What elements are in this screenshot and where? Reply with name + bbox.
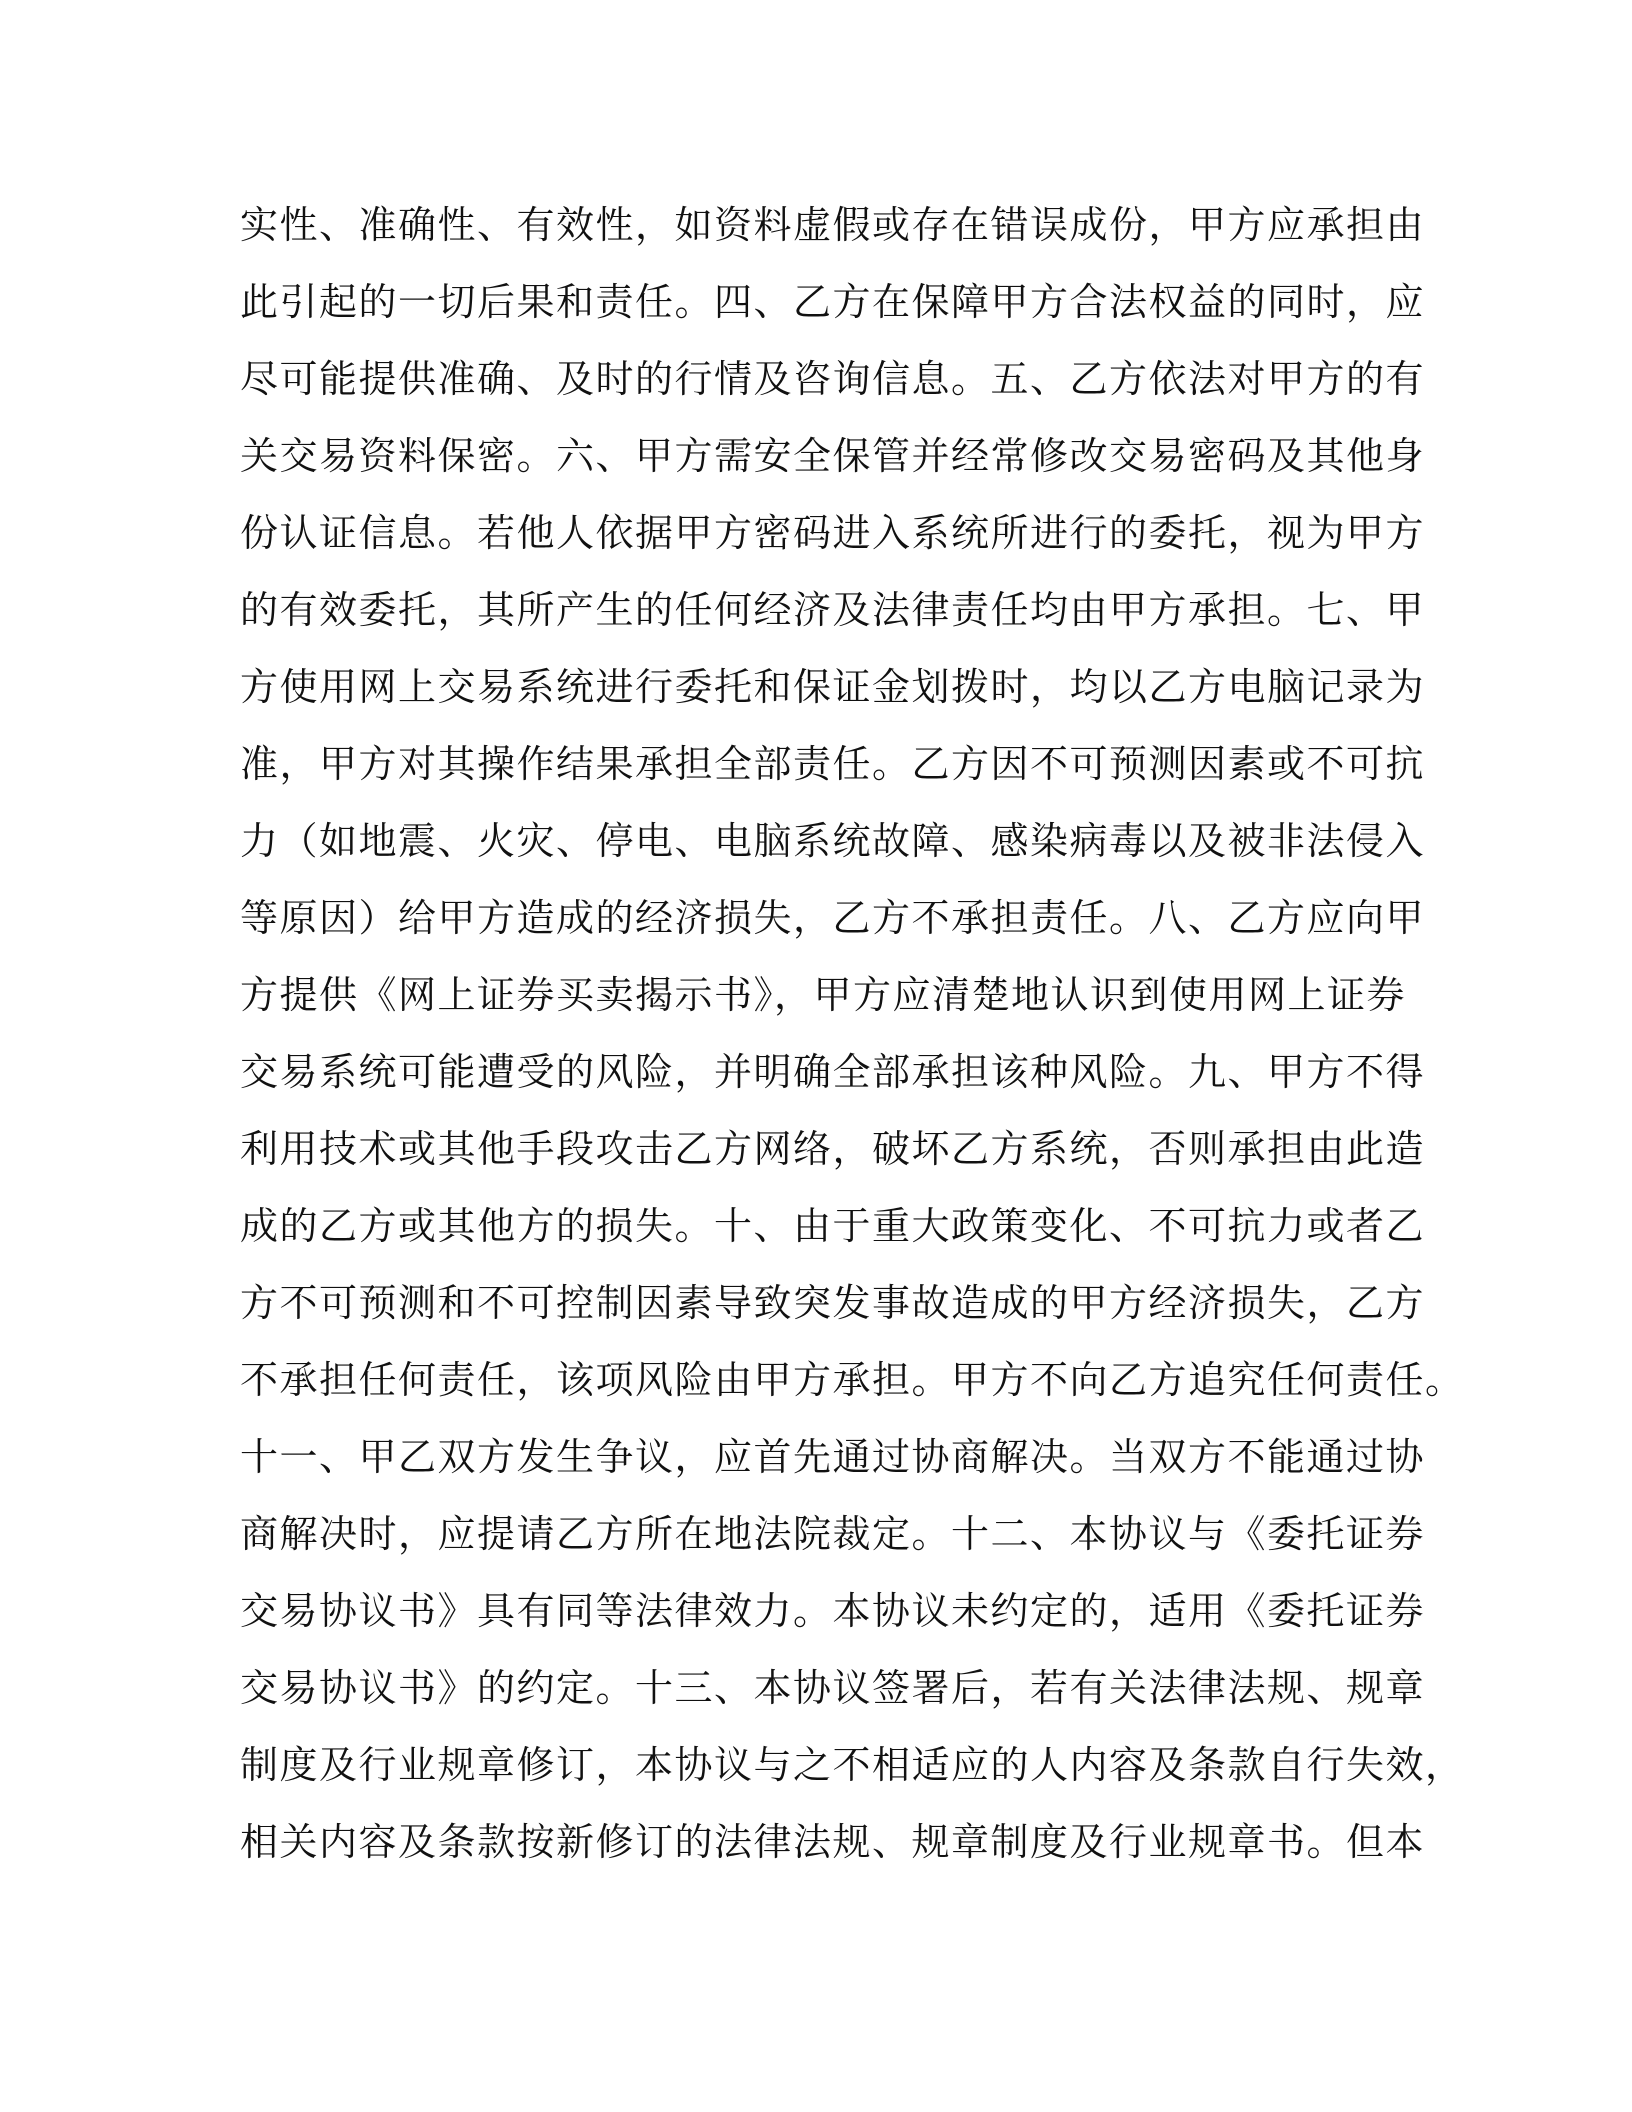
text-line: 尽可能提供准确、及时的行情及咨询信息。五、乙方依法对甲方的有 xyxy=(240,357,1426,401)
text-line: 十一、甲乙双方发生争议，应首先通过协商解决。当双方不能通过协 xyxy=(240,1435,1426,1479)
text-line: 准，甲方对其操作结果承担全部责任。乙方因不可预测因素或不可抗 xyxy=(240,742,1426,786)
text-line: 方不可预测和不可控制因素导致突发事故造成的甲方经济损失，乙方 xyxy=(240,1281,1426,1325)
text-line: 方提供《网上证券买卖揭示书》，甲方应清楚地认识到使用网上证券 xyxy=(240,973,1407,1017)
text-line: 交易协议书》的约定。十三、本协议签署后，若有关法律法规、规章 xyxy=(240,1666,1426,1710)
text-line: 份认证信息。若他人依据甲方密码进入系统所进行的委托，视为甲方 xyxy=(240,511,1426,555)
text-line: 交易系统可能遭受的风险，并明确全部承担该种风险。九、甲方不得 xyxy=(240,1050,1426,1094)
text-line: 方使用网上交易系统进行委托和保证金划拨时，均以乙方电脑记录为 xyxy=(240,665,1426,709)
text-line: 不承担任何责任，该项风险由甲方承担。甲方不向乙方追究任何责任。 xyxy=(240,1358,1465,1402)
text-line: 力（如地震、火灾、停电、电脑系统故障、感染病毒以及被非法侵入 xyxy=(240,819,1426,863)
text-line: 关交易资料保密。六、甲方需安全保管并经常修改交易密码及其他身 xyxy=(240,434,1426,478)
text-line: 利用技术或其他手段攻击乙方网络，破坏乙方系统，否则承担由此造 xyxy=(240,1127,1426,1171)
body-text xyxy=(240,187,1465,1881)
text-line: 此引起的一切后果和责任。四、乙方在保障甲方合法权益的同时，应 xyxy=(240,280,1426,324)
text-line: 制度及行业规章修订，本协议与之不相适应的人内容及条款自行失效， xyxy=(240,1743,1465,1787)
text-line: 等原因）给甲方造成的经济损失，乙方不承担责任。八、乙方应向甲 xyxy=(240,896,1426,940)
text-line: 相关内容及条款按新修订的法律法规、规章制度及行业规章书。但本 xyxy=(240,1820,1426,1864)
text-line: 交易协议书》具有同等法律效力。本协议未约定的，适用《委托证券 xyxy=(240,1589,1426,1633)
text-line: 实性、准确性、有效性，如资料虚假或存在错误成份，甲方应承担由 xyxy=(240,203,1426,247)
text-line: 成的乙方或其他方的损失。十、由于重大政策变化、不可抗力或者乙 xyxy=(240,1204,1426,1248)
text-line: 的有效委托，其所产生的任何经济及法律责任均由甲方承担。七、甲 xyxy=(240,588,1426,632)
text-line: 商解决时，应提请乙方所在地法院裁定。十二、本协议与《委托证券 xyxy=(240,1512,1426,1556)
